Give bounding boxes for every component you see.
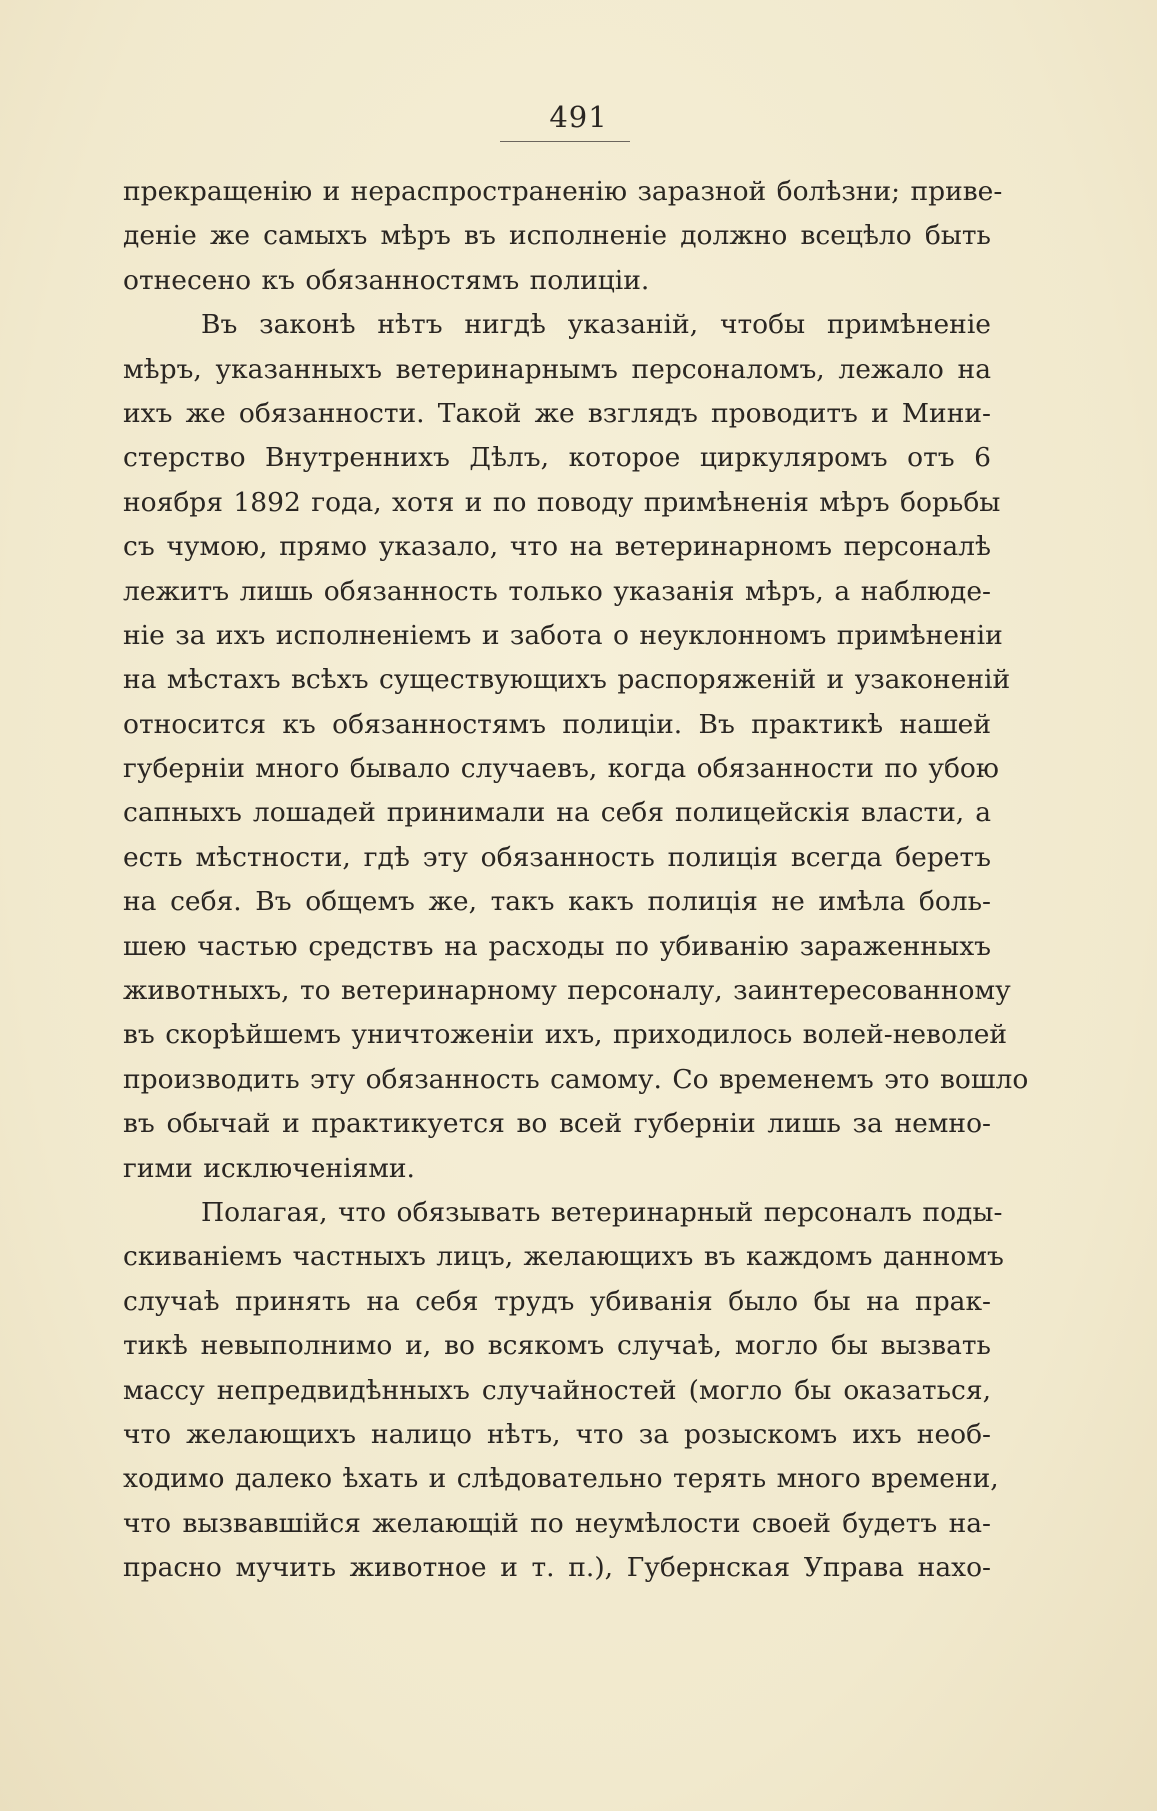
text-line: массу непредвидѣнныхъ случайностей (могло бы оказаться, (123, 1374, 991, 1406)
text-line: въ обычай и практикуется во всей губерніи лишь за немно- (123, 1108, 991, 1140)
page-number: 491 (549, 100, 608, 134)
text-line: случаѣ принять на себя трудъ убиванія было бы на прак- (123, 1285, 991, 1317)
text-line: стерство Внутреннихъ Дѣлъ, которое циркуляромъ отъ 6 (123, 442, 991, 474)
text-line: въ скорѣйшемъ уничтоженіи ихъ, приходилось волей-неволей (123, 1019, 1008, 1051)
page-header (0, 100, 1157, 134)
body-text (123, 170, 1029, 1591)
text-line: производить эту обязанность самому. Со временемъ это вошло (123, 1063, 1029, 1095)
text-line: ихъ же обязанности. Такой же взглядъ проводитъ и Мини- (123, 397, 991, 429)
text-line: Въ законѣ нѣтъ нигдѣ указаній, чтобы примѣненіе (201, 309, 991, 341)
text-line: животныхъ, то ветеринарному персоналу, заинтересованному (123, 975, 1011, 1007)
text-line: что желающихъ налицо нѣтъ, что за розыскомъ ихъ необ- (123, 1418, 991, 1450)
text-line: на мѣстахъ всѣхъ существующихъ распоряженій и узаконеній (123, 664, 1011, 696)
text-line: прасно мучить животное и т. п.), Губернская Управа нахо- (123, 1552, 991, 1584)
text-line: шею частью средствъ на расходы по убиванію зараженныхъ (123, 930, 991, 962)
text-line: съ чумою, прямо указало, что на ветеринарномъ персоналѣ (123, 531, 991, 563)
header-rule (500, 141, 630, 142)
text-line: гими исключеніями. (123, 1152, 415, 1184)
text-line: прекращенію и нераспространенію заразной болѣзни; приве- (123, 176, 1003, 207)
text-line: мѣръ, указанныхъ ветеринарнымъ персоналомъ, лежало на (123, 353, 991, 385)
text-line: относится къ обязанностямъ полиціи. Въ практикѣ нашей (123, 708, 991, 740)
text-line: губерніи много бывало случаевъ, когда обязанности по убою (123, 753, 999, 785)
text-line: ніе за ихъ исполненіемъ и забота о неуклонномъ примѣненіи (123, 619, 1003, 651)
text-line: что вызвавшійся желающій по неумѣлости своей будетъ на- (123, 1507, 991, 1539)
text-line: ходимо далеко ѣхать и слѣдовательно терять много времени, (123, 1463, 999, 1495)
text-line: отнесено къ обязанностямъ полиціи. (123, 264, 650, 296)
text-line: лежитъ лишь обязанность только указанія мѣръ, а наблюде- (123, 575, 991, 607)
text-line: Полагая, что обязывать ветеринарный персоналъ поды- (201, 1196, 1003, 1228)
text-line: на себя. Въ общемъ же, такъ какъ полиція не имѣла боль- (123, 886, 991, 918)
text-line: тикѣ невыполнимо и, во всякомъ случаѣ, могло бы вызвать (123, 1330, 991, 1362)
text-line: скиваніемъ частныхъ лицъ, желающихъ въ каждомъ данномъ (123, 1241, 1004, 1273)
text-line: сапныхъ лошадей принимали на себя полицейскія власти, а (123, 797, 991, 829)
text-line: есть мѣстности, гдѣ эту обязанность полиція всегда беретъ (123, 841, 991, 873)
text-line: ноября 1892 года, хотя и по поводу примѣненія мѣръ борьбы (123, 486, 1001, 518)
text-line: деніе же самыхъ мѣръ въ исполненіе должно всецѣло быть (123, 220, 991, 252)
